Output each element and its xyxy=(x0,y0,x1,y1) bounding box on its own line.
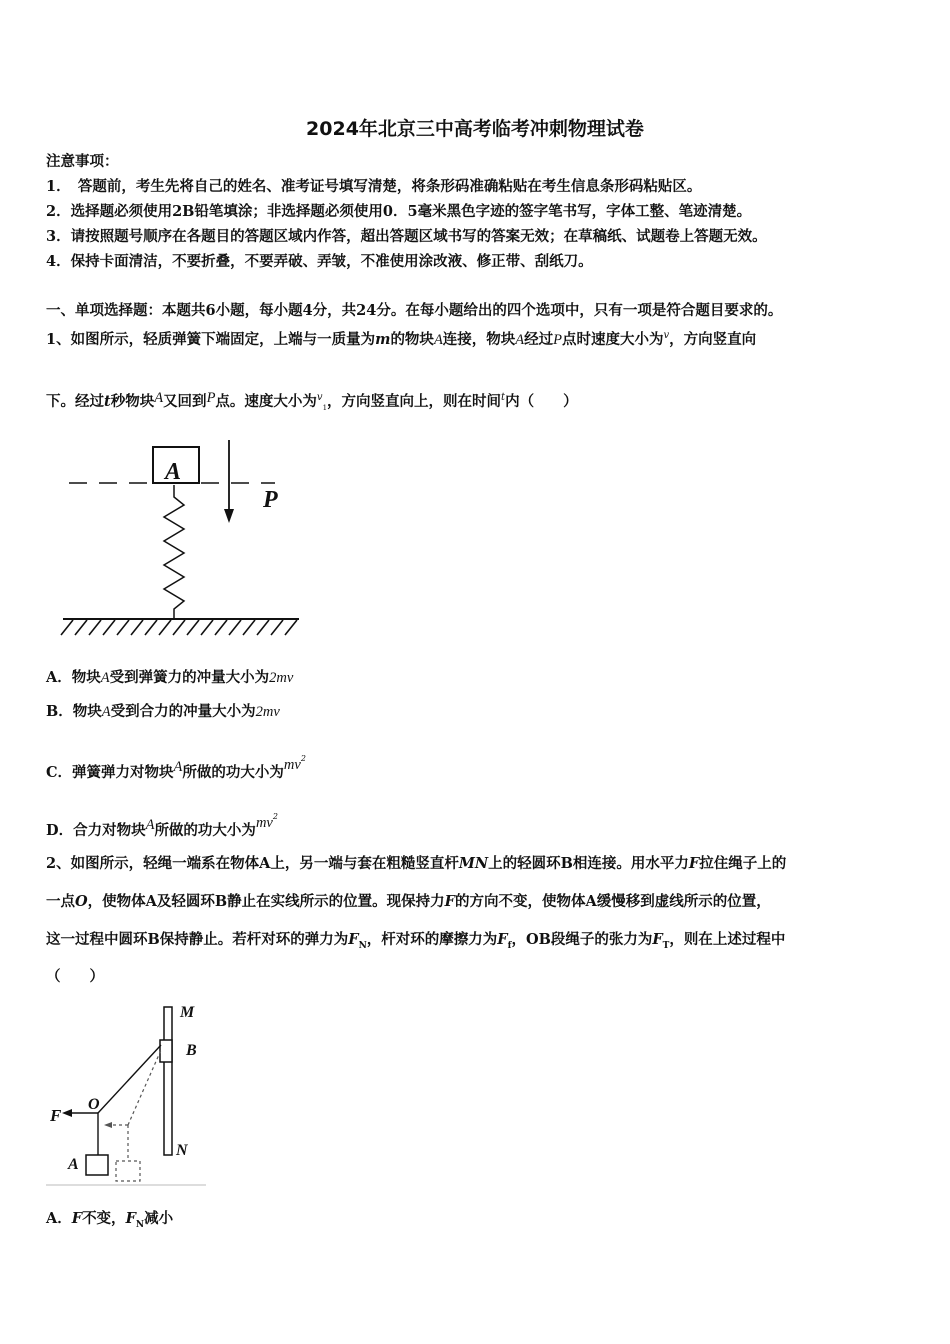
ring-b xyxy=(160,1040,172,1062)
question-2-figure xyxy=(44,995,214,1190)
option-a: A．物块A受到弹簧力的冲量大小为2mv xyxy=(46,669,294,686)
rod-mn xyxy=(164,1007,172,1155)
label-f: F xyxy=(50,1106,62,1125)
notice-item: 1． 答题前，考生先将自己的姓名、准考证号填写清楚，将条形码准确粘贴在考生信息条形码粘贴区。 xyxy=(46,178,702,195)
label-o: O xyxy=(88,1096,100,1113)
velocity-arrow-head xyxy=(224,509,234,523)
label-b: B xyxy=(186,1042,197,1059)
page-title: 2024年北京三中高考临考冲刺物理试卷 xyxy=(306,118,644,140)
option-d: D．合力对物块A所做的功大小为$mv^2$ xyxy=(46,812,278,839)
notice-item: 2．选择题必须使用2B铅笔填涂；非选择题必须使用0．5毫米黑色字迹的签字笔书写，字体工整、笔迹清楚。 xyxy=(46,203,752,220)
spring xyxy=(164,485,184,619)
block-a xyxy=(86,1155,108,1175)
question-1-line-2: 下。经过t秒物块A又回到P点。速度大小为$^v_1$，方向竖直向上，则在时间$^t$内（ ） xyxy=(46,390,578,412)
question-2-line-3: 这一过程中圆环B保持静止。若杆对环的弹力为$F_N$，杆对环的摩擦力为$F_f$，OB段绳子的张力为$F_T$，则在上述过程中 xyxy=(46,931,786,951)
question-1-figure xyxy=(55,435,315,645)
section-heading: 一、单项选择题：本题共6小题，每小题4分，共24分。在每小题给出的四个选项中，只有一项是符合题目要求的。 xyxy=(46,302,783,319)
question-2-line-1: 2、如图所示，轻绳一端系在物体A上，另一端与套在粗糙竖直杆MN上的轻圆环B相连接。用水平力F拉住绳子上的 xyxy=(46,855,787,872)
option-c: C．弹簧弹力对物块A所做的功大小为$mv^2$ xyxy=(46,754,306,781)
notice-item: 3．请按照题号顺序在各题目的答题区域内作答，超出答题区域书写的答案无效；在草稿纸、试题卷上答题无效。 xyxy=(46,228,767,245)
question-2-option-a: A．F不变，$F_N$减小 xyxy=(46,1210,174,1230)
point-p-label: P xyxy=(263,487,278,513)
label-n: N xyxy=(176,1142,188,1159)
ground-hatch xyxy=(61,620,297,635)
notice-heading: 注意事项： xyxy=(46,153,119,170)
question-2-line-2: 一点O，使物体A及轻圆环B静止在实线所示的位置。现保持力F的方向不变，使物体A缓慢移到虚线所示的位置， xyxy=(46,893,771,910)
notice-item: 4．保持卡面清洁，不要折叠，不要弄破、弄皱，不准使用涂改液、修正带、刮纸刀。 xyxy=(46,253,593,270)
label-m: M xyxy=(180,1004,195,1021)
option-b: B．物块A受到合力的冲量大小为2mv xyxy=(46,703,280,720)
block-label: A xyxy=(165,459,182,485)
question-1-line-1: 1、如图所示，轻质弹簧下端固定，上端与一质量为m的物块A连接，物块A经过P点时速度大小为$^v$，方向竖直向 xyxy=(46,330,757,348)
label-a: A xyxy=(68,1156,79,1173)
question-2-line-4: （ ） xyxy=(46,968,104,985)
